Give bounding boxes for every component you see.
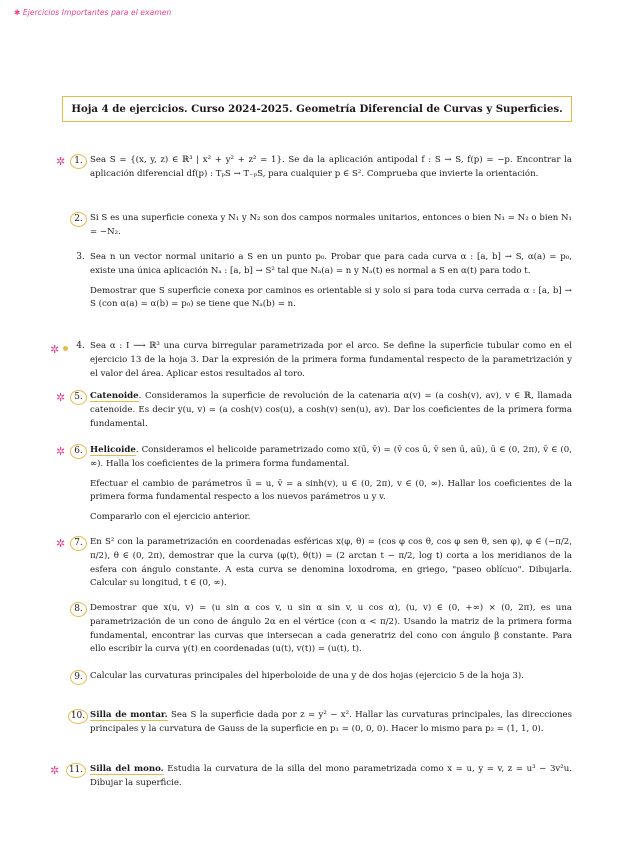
exercise-name: Catenoide: [90, 391, 139, 401]
exercise-text: Compararlo con el ejercicio anterior.: [90, 512, 251, 523]
exercise-number: 10.: [68, 709, 88, 724]
exercise-text: Efectuar el cambio de parámetros ū = u, v̄ = a sinh(v), u ∈ (0, 2π), v ∈ (0, ∞). Hallar los coeficientes de la primera forma fundamental respecto a los nuevos parámetros u y v.: [90, 478, 572, 503]
exercise-text: Demostrar que x(u, v) = (u sin α cos v, u sin α sin v, u cos α), (u, v) ∈ (0, +∞) × (0, 2π), es una parametrización de un cono de ángulo 2α en el vértice (con α < π/2). Usando la matriz de la primera forma fundamental, encontrar las curvas que intersecan a cada generatriz del cono con ángulo β constante. Para ello escribir la curva γ(t) en coordenadas (u(t), v(t)) = (u(t), t).: [90, 603, 572, 655]
exercise-2: [90, 212, 572, 240]
exercise-number: 5.: [70, 390, 87, 405]
exercise-number: 6.: [70, 444, 87, 459]
exercise-text: Calcular las curvaturas principales del hiperboloide de una y de dos hojas (ejercicio 5 de la hoja 3).: [90, 671, 524, 681]
exercise-number: 1.: [70, 154, 87, 169]
exercise-6: [90, 444, 572, 525]
exercise-name: Helicoide: [90, 445, 136, 455]
handwritten-annotation: ✱ Ejercicios Importantes para el examen: [14, 8, 172, 17]
exercise-text: Sea n un vector normal unitario a S en un punto p₀. Probar que para cada curva α : [a, b] → S, α(a) = p₀, existe una única aplicación Nₐ : [a, b] → S² tal que Nₐ(a) = n y Nₐ(t) es normal a S en α(t) para todo t.: [90, 252, 572, 276]
exercise-3: [90, 251, 572, 312]
exercise-number: 9.: [70, 670, 87, 685]
exercise-text: Helicoide. Consideramos el helicoide parametrizado como x(ū, v̄) = (v̄ cos ū, v̄ sen ū, aū), ū ∈ (0, 2π), v̄ ∈ (0, ∞). Halla los coeficientes de la primera forma fundamental.: [90, 445, 572, 469]
exercise-9: [90, 670, 572, 684]
exercise-10: [90, 709, 572, 737]
exercise-number: 11.: [66, 763, 86, 778]
exercise-text: Sea S = {(x, y, z) ∈ ℝ³ | x² + y² + z² = 1}. Se da la aplicación antipodal f : S → S, f(p) = −p. Encontrar la aplicación diferencial df(p) : TₚS → T₋ₚS, para cualquier p ∈ S². Comprueba que invierte la orientación.: [90, 155, 572, 179]
star-icon: ✲: [56, 445, 66, 458]
exercise-text: En S² con la parametrización en coordenadas esféricas x(φ, θ) = (cos φ cos θ, cos φ sen θ, sen φ), φ ∈ (−π/2, π/2), θ ∈ (0, 2π), demostrar que la curva (φ(t), θ(t)) = (2 arctan t − π/2, log t) corta a los meridianos de la esfera con ángulo constante. A esta curva se denomina loxodroma, en griego, "paseo oblícuo". Dibujarla. Calcular su longitud, t ∈ (0, ∞).: [90, 537, 572, 589]
star-icon: ✲: [50, 764, 60, 777]
star-icon: ✲: [56, 155, 66, 168]
exercise-number: 2.: [70, 212, 87, 227]
exercise-7: [90, 536, 572, 591]
exercise-text: Silla de montar. Sea S la superficie dada por z = y² − x². Hallar las curvaturas principales, las direcciones principales y la curvatura de Gauss de la superficie en p₁ = (0, 0, 0). Hacer lo mismo para p₂ = (1, 1, 0).: [90, 710, 573, 734]
exercise-1: [90, 154, 572, 182]
exercise-text: Si S es una superficie conexa y N₁ y N₂ son dos campos normales unitarios, entonces o bien N₁ = N₂ o bien N₁ = −N₂.: [90, 213, 572, 237]
exercise-number: 8.: [70, 602, 87, 617]
exercise-text: Sea α : I ⟶ ℝ³ una curva birregular parametrizada por el arco. Se define la superficie tubular como en el ejercicio 13 de la hoja 3. Dar la expresión de la primera forma fundamental respecto de la parametrización y el valor del área. Aplicar estos resultados al toro.: [90, 341, 572, 379]
exercise-4: [90, 340, 572, 381]
exercise-text: Silla del mono. Estudia la curvatura de la silla del mono parametrizada como x = u, y = v, z = u³ − 3v²u. Dibujar la superficie.: [90, 764, 572, 788]
exercise-5: [90, 390, 572, 431]
exercise-11: [90, 763, 572, 791]
exercise-number: 3.: [76, 252, 85, 262]
exercise-text: Demostrar que S superficie conexa por caminos es orientable si y solo si para toda curva cerrada α : [a, b] → S (con α(a) = α(b) = p₀) se tiene que Nₐ(b) = n.: [90, 285, 572, 310]
star-icon: ✲: [56, 537, 66, 550]
page-title-box: [62, 96, 572, 122]
exercise-8: [90, 602, 572, 657]
exercise-name: Silla del mono.: [90, 764, 164, 774]
exercise-text: Catenoide. Consideramos la superficie de revolución de la catenaria α(v) = (a cosh(v), av), v ∈ ℝ, llamada catenoide. Es decir y(u, v) = (a cosh(v) cos(u), a cosh(v) sen(u), av). Dar los coeficientes de la primera forma fundamental.: [90, 391, 572, 429]
star-icon: ✲: [50, 343, 60, 356]
exercise-name: Silla de montar.: [90, 710, 168, 720]
highlight-dot-icon: [63, 346, 68, 351]
page-title: Hoja 4 de ejercicios. Curso 2024-2025. Geometría Diferencial de Curvas y Superficies.: [71, 103, 563, 115]
exercise-number: 7.: [70, 536, 87, 551]
exercise-number: 4.: [76, 341, 85, 351]
star-icon: ✲: [56, 391, 66, 404]
